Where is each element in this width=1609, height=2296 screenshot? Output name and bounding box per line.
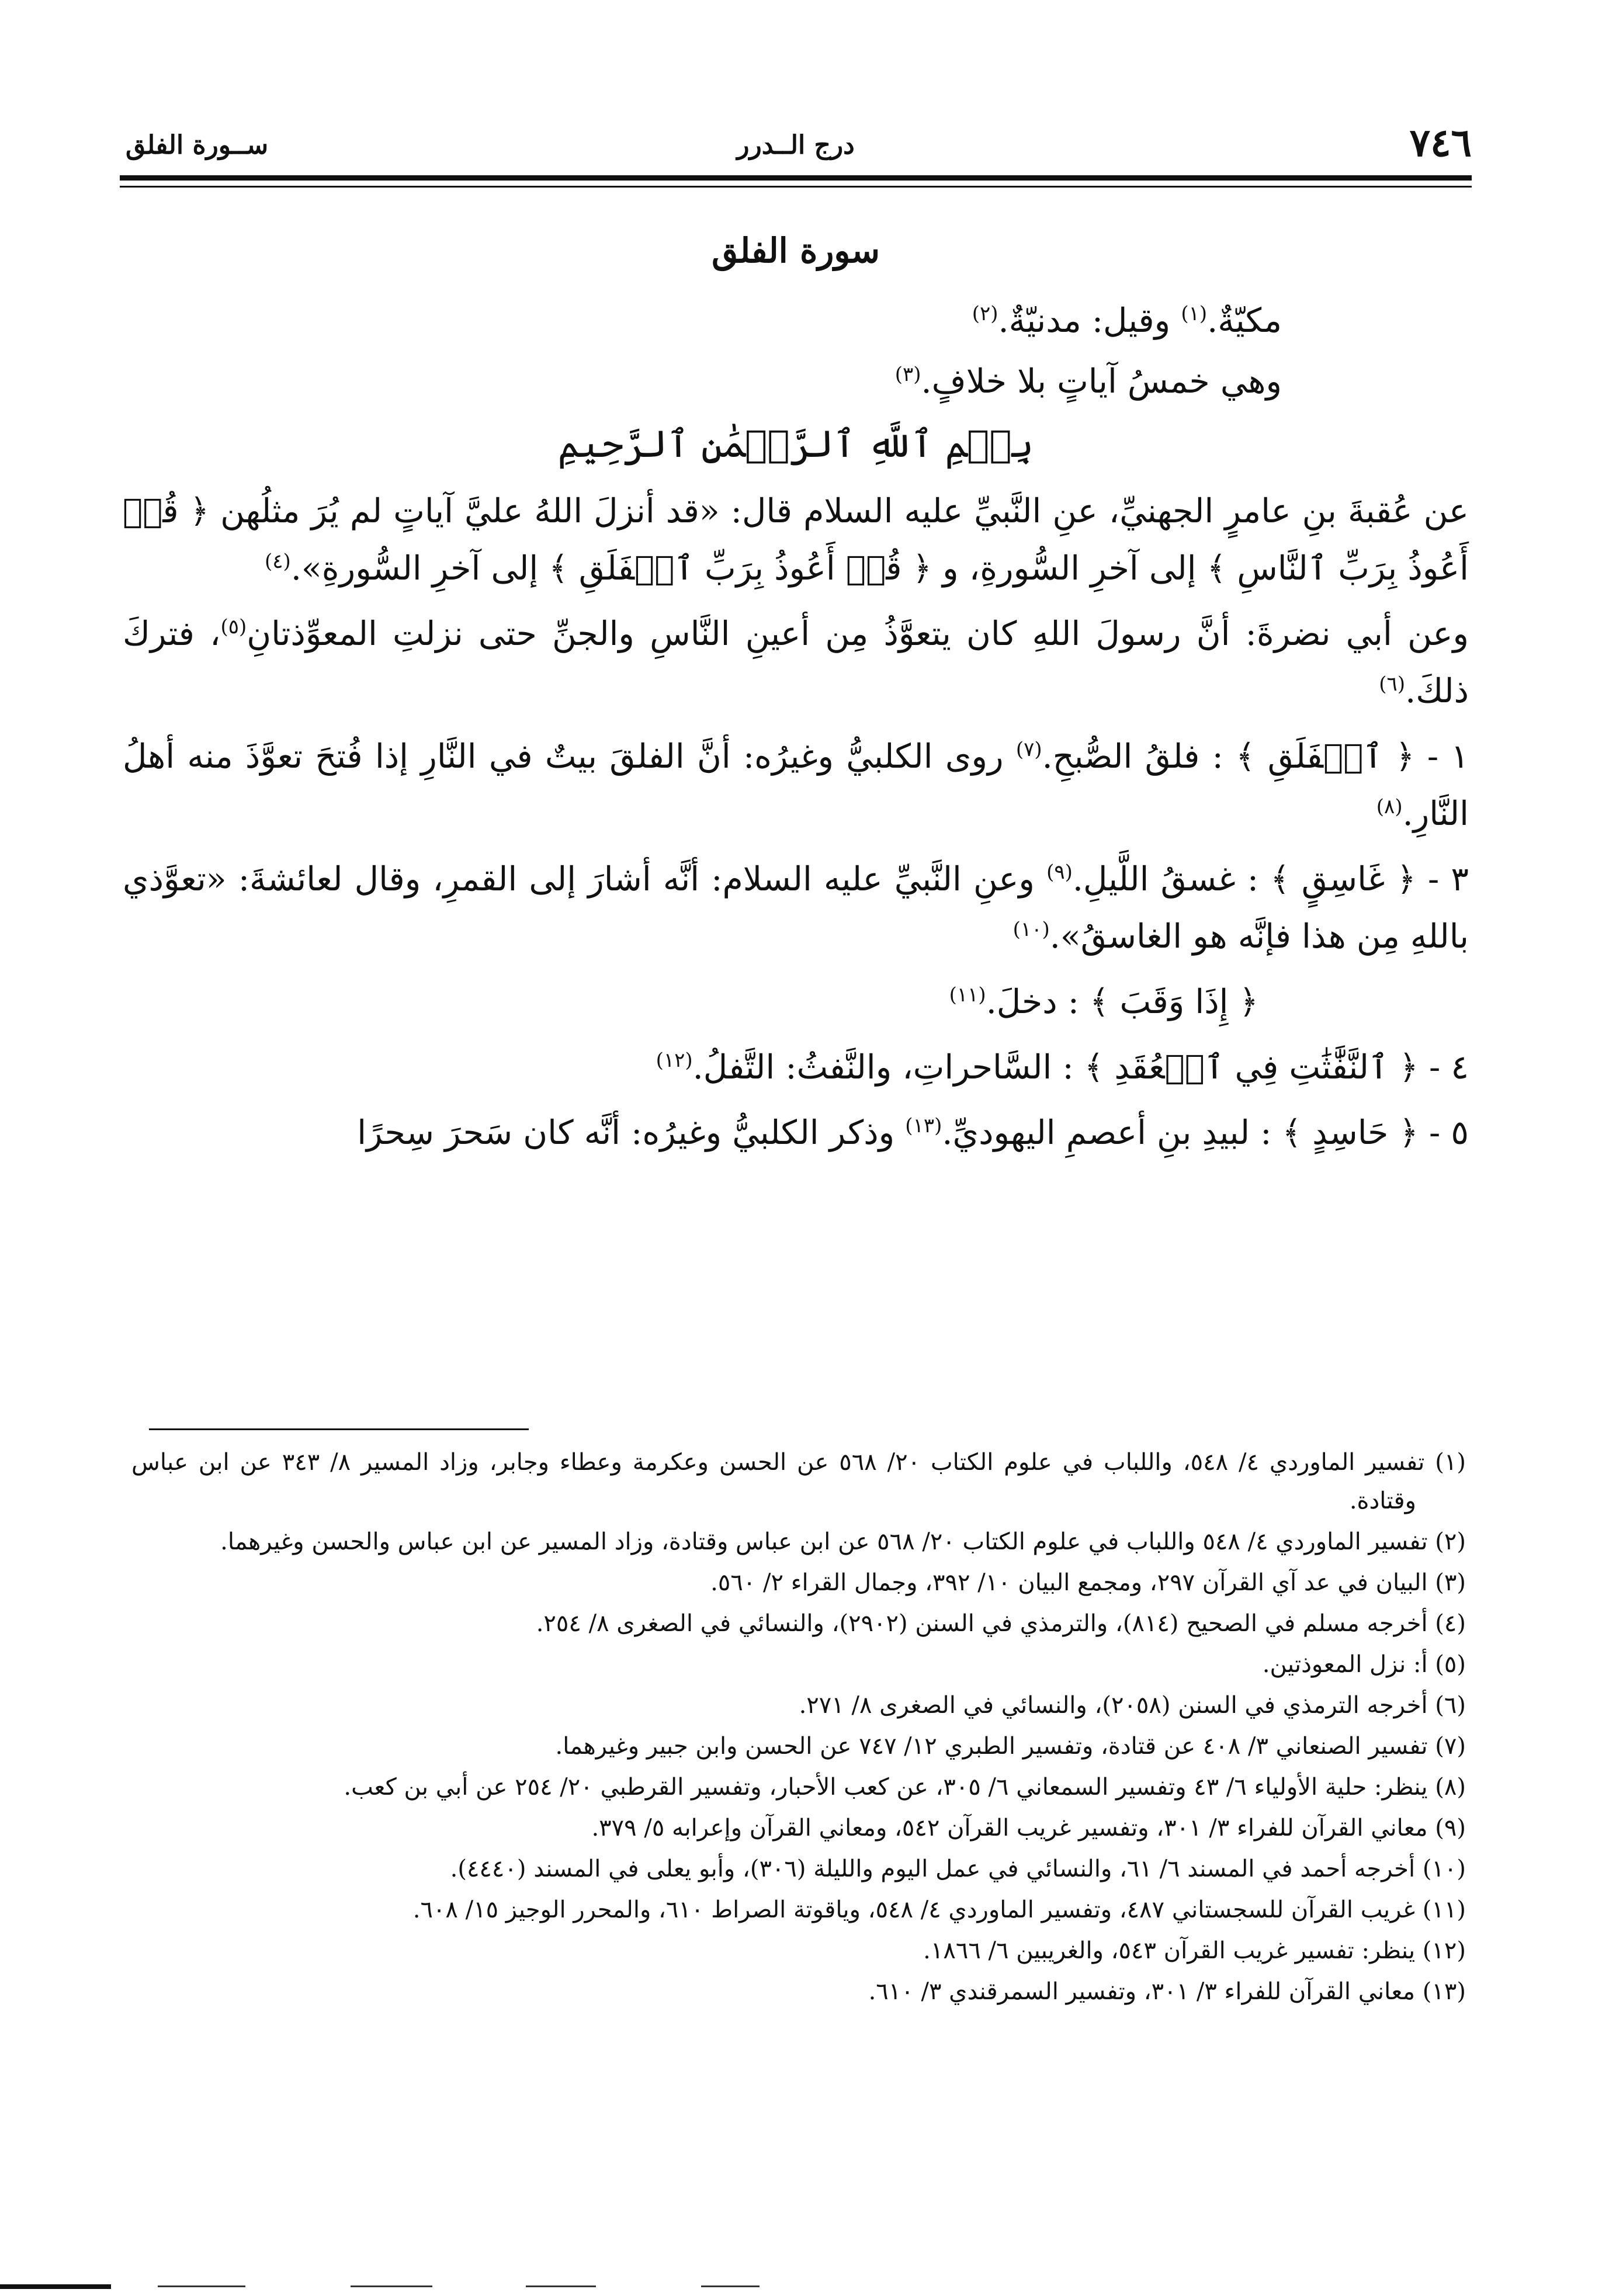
footnote-ref: (٥) — [220, 615, 247, 639]
surah-title: سورة الفلق — [712, 231, 880, 270]
footnote: (٥) أ: نزل المعوذتين. — [1262, 1651, 1466, 1678]
intro-line: مكيّةٌ.$^{(١)}$ وقيل: مدنيّةٌ.$^{(٢)}$ — [972, 301, 1282, 340]
footnote-ref: (٧) — [1015, 738, 1042, 761]
paragraph: ٥ - ﴿ حَاسِدٍ ﴾ : لبيدِ بنِ أعصمِ اليهوديِّ.$^{(١٣)}$ وذكر الكلبيُّ وغيرُه: أنَّه كان سَحرَ سِحرًا — [357, 1114, 1469, 1152]
footnote: (١١) غريب القرآن للسجستاني ٤٨٧، وتفسير الماوردي ٤/ ٥٤٨، وياقوتة الصراط ٦١٠، والمحرر الوجيز ١٥/ ٦٠٨. — [412, 1896, 1466, 1923]
footnote: (٧) تفسير الصنعاني ٣/ ٤٠٨ عن قتادة، وتفسير الطبري ١٢/ ٧٤٧ عن الحسن وابن جبير وغيرهما. — [555, 1733, 1466, 1760]
paragraph: ٣ - ﴿ غَاسِقٍ ﴾ : غسقُ اللَّيلِ.$^{(٩)}$ وعنِ النَّبيِّ عليه السلام: أنَّه أشارَ إلى القمرِ، وقال لعائشةَ: «تعوَّذي باللهِ مِن هذا فإنَّه هو الغاسقُ».$^{(١٠)}$ — [123, 860, 1469, 956]
paragraph: ٤ - ﴿ ٱلنَّفَّٰثَٰتِ فِي ٱلۡعُقَدِ ﴾ : السَّاحراتِ، والنَّفثُ: التَّفلُ.$^{(١٢)}$ — [656, 1048, 1469, 1087]
footnote-separator — [149, 1428, 529, 1430]
footnote-ref: (١٢) — [656, 1049, 693, 1072]
paragraph: ١ - ﴿ ٱلۡفَلَقِ ﴾ : فلقُ الصُّبحِ.$^{(٧)}$ روى الكلبيُّ وغيرُه: أنَّ الفلقَ بيتٌ في النَّارِ إذا فُتحَ تعوَّذَ منه أهلُ النَّارِ.$^{(٨)}$ — [123, 737, 1469, 833]
scan-edge-dash — [158, 2285, 245, 2287]
footnote-ref: (٦) — [1379, 672, 1406, 696]
header-rule-thick — [120, 175, 1472, 181]
footnote-ref: (٩) — [1046, 861, 1073, 884]
scan-edge-line — [0, 2284, 111, 2289]
footnote-ref: (٤) — [265, 550, 291, 573]
footnote: (٩) معاني القرآن للفراء ٣/ ٣٠١، وتفسير غريب القرآن ٥٤٢، ومعاني القرآن وإعرابه ٥/ ٣٧٩. — [591, 1815, 1466, 1841]
footnote: (١٣) معاني القرآن للفراء ٣/ ٣٠١، وتفسير السمرقندي ٣/ ٦١٠. — [868, 1978, 1466, 2005]
footnote: (٤) أخرجه مسلم في الصحيح (٨١٤)، والترمذي في السنن (٢٩٠٢)، والنسائي في الصغرى ٨/ ٢٥٤. — [536, 1610, 1466, 1637]
book-title: درج الــدرر — [737, 130, 855, 160]
running-surah-name: ســورة الفلق — [126, 130, 269, 160]
page-header — [120, 120, 1472, 175]
footnote-ref: (٨) — [1376, 795, 1403, 818]
main-text — [123, 292, 1469, 1170]
footnote-ref: (١) — [1181, 302, 1208, 325]
scan-edge-dash — [526, 2285, 596, 2287]
header-rule-thin — [120, 186, 1472, 188]
basmala: بِسۡمِ ٱللَّهِ ٱلرَّحۡمَٰنِ ٱلرَّحِيمِ — [557, 423, 1034, 466]
page-number: ٧٤٦ — [1409, 120, 1472, 165]
footnote: (٢) تفسير الماوردي ٤/ ٥٤٨ واللباب في علوم الكتاب ٢٠/ ٥٦٨ عن ابن عباس وقتادة، وزاد المسير عن ابن عباس والحسن وغيرهما. — [220, 1528, 1466, 1555]
paragraph: وعن أبي نضرةَ: أنَّ رسولَ اللهِ كان يتعوَّذُ مِن أعينِ النَّاسِ والجنِّ حتى نزلتِ المعوِّذتانِ$^{(٥)}$، فتركَ ذلكَ.$^{(٦)}$ — [123, 615, 1469, 710]
footnote: (١٠) أخرجه أحمد في المسند ٦/ ٦١، والنسائي في عمل اليوم والليلة (٣٠٦)، وأبو يعلى في المسند (٤٤٤٠). — [450, 1855, 1466, 1882]
footnote-ref: (١٠) — [1012, 918, 1050, 941]
footnote-ref: (١١) — [949, 983, 986, 1007]
footnote-ref: (١٣) — [905, 1114, 942, 1137]
footnote-ref: (٣) — [894, 363, 921, 386]
paragraph: ﴿ إِذَا وَقَبَ ﴾ : دخلَ.$^{(١١)}$ — [949, 983, 1258, 1021]
footnote: (٨) ينظر: حلية الأولياء ٦/ ٤٣ وتفسير السمعاني ٦/ ٣٠٥، عن كعب الأحبار، وتفسير القرطبي ٢٠/ ٢٥٤ عن أبي بن كعب. — [344, 1774, 1466, 1801]
scan-edge-dash — [351, 2285, 432, 2287]
footnotes — [131, 1443, 1466, 2013]
footnote: (٦) أخرجه الترمذي في السنن (٢٠٥٨)، والنسائي في الصغرى ٨/ ٢٧١. — [799, 1692, 1466, 1719]
footnote-ref: (٢) — [972, 302, 998, 325]
footnote: (١) تفسير الماوردي ٤/ ٥٤٨، واللباب في علوم الكتاب ٢٠/ ٥٦٨ عن الحسن وعكرمة وعطاء وجابر، وزاد المسير ٨/ ٣٤٣ عن ابن عباس وقتادة. — [131, 1449, 1466, 1514]
paragraph: عن عُقبةَ بنِ عامرٍ الجهنيِّ، عنِ النَّبيِّ عليه السلام قال: «قد أنزلَ اللهُ عليَّ آياتٍ لم يُرَ مثلُهن ﴿ قُلۡ أَعُوذُ بِرَبِّ ٱلنَّاسِ ﴾ إلى آخرِ السُّورةِ، و ﴿ قُلۡ أَعُوذُ بِرَبِّ ٱلۡفَلَقِ ﴾ إلى آخرِ السُّورةِ».$^{(٤)}$ — [123, 492, 1469, 588]
intro-line: وهي خمسُ آياتٍ بلا خلافٍ.$^{(٣)}$ — [894, 362, 1282, 401]
scan-edge-dash — [701, 2285, 760, 2287]
footnote: (١٢) ينظر: تفسير غريب القرآن ٥٤٣، والغريبين ٦/ ١٨٦٦. — [923, 1937, 1466, 1964]
footnote: (٣) البيان في عد آي القرآن ٢٩٧، ومجمع البيان ١٠/ ٣٩٢، وجمال القراء ٢/ ٥٦٠. — [710, 1569, 1466, 1596]
